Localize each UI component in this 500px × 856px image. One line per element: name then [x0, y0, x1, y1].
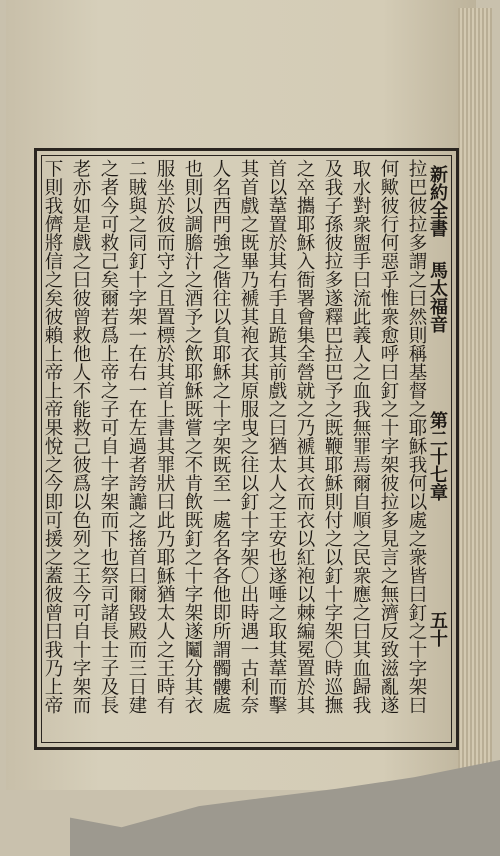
- text-column: 拉巴彼拉多謂之曰然則稱基督之耶穌我何以處之衆皆曰釘之十字架曰: [406, 159, 427, 714]
- text-column: 之卒攜耶穌入衙署會集全營就之乃褫其衣而衣以紅袍以棘編冕置於其: [294, 159, 315, 714]
- text-column: 其首戲之既畢乃褫其袍衣其原服曳之往以釘十字架〇出時遇一古利奈: [238, 159, 259, 714]
- chapter-heading: 第二十七章: [427, 411, 448, 501]
- text-column: 下則我儕將信之矣彼賴上帝上帝果悅之今即可援之蓋彼曾曰我乃上帝: [42, 159, 63, 714]
- text-column: 取水對衆盥手曰流此義人之血我無罪焉爾自順之民衆應之曰其血歸我: [350, 159, 371, 714]
- text-column: 首以葦置於其右手且跪其前戲之曰猶太人之王安也遂唾之取其葦而擊: [266, 159, 287, 714]
- text-column: 二賊與之同釘十字架一在右一在左過者誇讟之搖首曰爾毀殿而三日建: [126, 159, 147, 714]
- page-edges: [458, 8, 492, 798]
- text-column: 之者今可救己矣爾若爲上帝之子可自十字架而下也祭司諸長士子及長: [98, 159, 119, 714]
- book-name: 馬太福音: [427, 261, 448, 333]
- text-column: 何歟彼行何惡乎惟衆愈呼曰釘之十字架彼拉多見言之無濟反致滋亂遂: [378, 159, 399, 714]
- text-column: 人名西門強之偕往以負耶穌之十字架既至一處名各各他即所謂髑髏處: [210, 159, 231, 714]
- text-column: 及我子孫彼拉多遂釋巴拉巴予之既鞭耶穌則付之以釘十字架〇時巡撫: [322, 159, 343, 714]
- text-column: 也則以調膽汁之酒予之飲耶穌既嘗之不肯飲既釘之十字架遂鬮分其衣: [182, 159, 203, 714]
- book-title: 新約全書: [427, 165, 448, 237]
- text-frame: [34, 148, 459, 750]
- text-column: 服坐於彼而守之且置標於其首上書其罪狀曰此乃耶穌猶太人之王時有: [154, 159, 175, 714]
- text-column: 老亦如是戲之曰彼曾救他人不能救己彼爲以色列之王今可自十字架而: [70, 159, 91, 714]
- page-number: 五十: [427, 611, 448, 647]
